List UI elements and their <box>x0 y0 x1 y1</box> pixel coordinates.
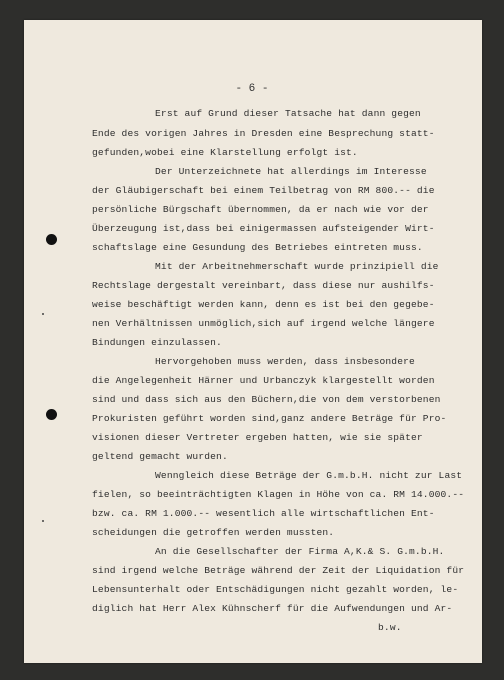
text-line: geltend gemacht wurden. <box>92 451 228 462</box>
text-line: der Gläubigerschaft bei einem Teilbetrag von RM 800.-- die <box>92 185 435 196</box>
text-line: Wenngleich diese Beträge der G.m.b.H. nicht zur Last <box>155 470 463 481</box>
text-line: Ende des vorigen Jahres in Dresden eine Besprechung statt- <box>92 128 435 139</box>
text-line: Überzeugung ist,dass bei einigermassen aufsteigender Wirt- <box>92 223 435 234</box>
text-line: Mit der Arbeitnehmerschaft wurde prinzipiell die <box>155 261 439 272</box>
text-line: An die Gesellschafter der Firma A,K.& S. G.m.b.H. <box>155 546 445 557</box>
text-line: schaftslage eine Gesundung des Betriebes eintreten muss. <box>92 242 423 253</box>
text-line: scheidungen die getroffen werden mussten. <box>92 527 335 538</box>
text-line: persönliche Bürgschaft übernommen, da er nach wie vor der <box>92 204 429 215</box>
continuation-mark: b.w. <box>378 622 402 633</box>
text-line: Rechtslage dergestalt vereinbart, dass diese nur aushilfs- <box>92 280 435 291</box>
paper-speck <box>42 313 44 315</box>
text-line: Hervorgehoben muss werden, dass insbesondere <box>155 356 415 367</box>
text-line: sind irgend welche Beträge während der Zeit der Liquidation für <box>92 565 465 576</box>
text-line: Der Unterzeichnete hat allerdings im Interesse <box>155 166 427 177</box>
text-line: die Angelegenheit Härner und Urbanczyk klargestellt worden <box>92 375 435 386</box>
paper-speck <box>42 520 44 522</box>
text-line: nen Verhältnissen unmöglich,sich auf irgend welche längere <box>92 318 435 329</box>
punch-hole-bottom <box>46 409 57 420</box>
text-line: Prokuristen geführt worden sind,ganz andere Beträge für Pro- <box>92 413 447 424</box>
text-line: Erst auf Grund dieser Tatsache hat dann gegen <box>155 108 421 119</box>
text-line: fielen, so beeinträchtigten Klagen in Höhe von ca. RM 14.000.-- <box>92 489 465 500</box>
text-line: diglich hat Herr Alex Kühnscherf für die Aufwendungen und Ar- <box>92 603 453 614</box>
page-number: - 6 - <box>235 83 269 95</box>
text-line: bzw. ca. RM 1.000.-- wesentlich alle wirtschaftlichen Ent- <box>92 508 435 519</box>
text-line: weise beschäftigt werden kann, denn es ist bei den gegebe- <box>92 299 435 310</box>
text-line: visionen dieser Vertreter ergeben hatten, wie sie später <box>92 432 423 443</box>
text-line: Lebensunterhalt oder Entschädigungen nicht gezahlt worden, le- <box>92 584 459 595</box>
punch-hole-top <box>46 234 57 245</box>
text-line: sind und dass sich aus den Büchern,die von dem verstorbenen <box>92 394 441 405</box>
text-line: gefunden,wobei eine Klarstellung erfolgt ist. <box>92 147 358 158</box>
text-line: Bindungen einzulassen. <box>92 337 222 348</box>
